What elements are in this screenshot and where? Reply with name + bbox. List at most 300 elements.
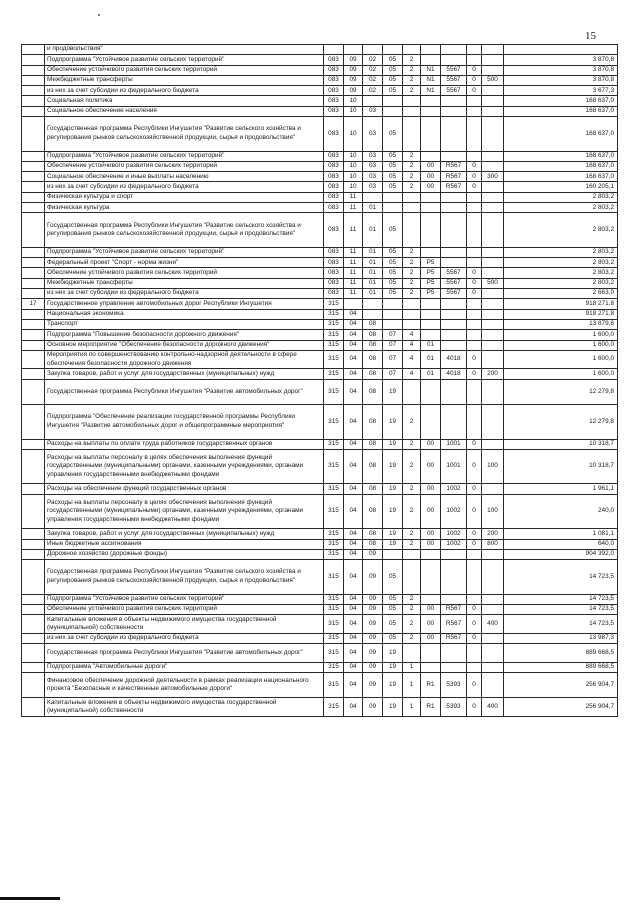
- cell-cs: [467, 258, 482, 268]
- cell-ved: 315: [324, 594, 344, 604]
- cell-vr: [482, 439, 504, 449]
- table-row: [22, 615, 618, 634]
- cell-pr: 08: [363, 405, 383, 440]
- cell-om: [421, 319, 441, 329]
- cell-name: Обеспечение устойчивого развития сельских территорий: [45, 65, 324, 75]
- cell-np: [441, 299, 467, 309]
- cell-pp: 4: [403, 330, 421, 340]
- cell-rz: 04: [344, 662, 363, 672]
- cell-gp: 05: [383, 75, 403, 85]
- cell-gp: 05: [383, 258, 403, 268]
- cell-vr: [482, 213, 504, 248]
- cell-om: P5: [421, 289, 441, 299]
- cell-pr: 08: [363, 529, 383, 539]
- cell-gp: 19: [383, 539, 403, 549]
- cell-rz: 09: [344, 86, 363, 96]
- cell-gp: 19: [383, 529, 403, 539]
- cell-np: [441, 319, 467, 329]
- cell-vr: 400: [482, 615, 504, 634]
- cell-pp: [403, 299, 421, 309]
- cell-np: [441, 644, 467, 663]
- cell-sum: 1 600,0: [504, 330, 618, 340]
- cell-name: из них за счет субсидии из федерального бюджета: [45, 633, 324, 643]
- cell-om: [421, 405, 441, 440]
- cell-sum: 918 271,8: [504, 299, 618, 309]
- cell-np: R567: [441, 615, 467, 634]
- cell-rz: 04: [344, 405, 363, 440]
- cell-idx: [22, 117, 45, 152]
- cell-pr: 08: [363, 369, 383, 379]
- cell-idx: [22, 662, 45, 672]
- cell-om: [421, 662, 441, 672]
- cell-pr: 03: [363, 161, 383, 171]
- cell-cs: [467, 192, 482, 202]
- cell-name: Подпрограмма "Устойчивое развитие сельских территорий": [45, 247, 324, 257]
- cell-sum: 3 870,8: [504, 55, 618, 65]
- cell-ved: 083: [324, 55, 344, 65]
- cell-idx: [22, 350, 45, 369]
- cell-rz: 04: [344, 633, 363, 643]
- cell-sum: 1 600,0: [504, 350, 618, 369]
- cell-vr: [482, 268, 504, 278]
- cell-np: R567: [441, 633, 467, 643]
- table-row: [22, 309, 618, 319]
- cell-pp: 4: [403, 350, 421, 369]
- cell-cs: 0: [467, 289, 482, 299]
- table-row: [22, 379, 618, 405]
- cell-pp: 2: [403, 278, 421, 288]
- cell-rz: 04: [344, 494, 363, 529]
- table-row: [22, 258, 618, 268]
- cell-vr: 300: [482, 172, 504, 182]
- cell-pp: 1: [403, 698, 421, 717]
- cell-vr: [482, 299, 504, 309]
- cell-rz: 04: [344, 539, 363, 549]
- table-row: [22, 604, 618, 614]
- cell-ved: 315: [324, 672, 344, 698]
- cell-name: Государственная программа Республики Ингушетия "Развитие автомобильных дорог": [45, 644, 324, 663]
- table-row: [22, 172, 618, 182]
- cell-name: Закупка товаров, работ и услуг для государственных (муниципальных) нужд: [45, 529, 324, 539]
- cell-name: Межбюджетные трансферты: [45, 75, 324, 85]
- cell-gp: 05: [383, 117, 403, 152]
- cell-rz: 10: [344, 151, 363, 161]
- table-row: [22, 633, 618, 643]
- cell-ved: 083: [324, 161, 344, 171]
- cell-ved: 315: [324, 340, 344, 350]
- cell-pp: [403, 45, 421, 55]
- cell-rz: 10: [344, 161, 363, 171]
- cell-om: 00: [421, 604, 441, 614]
- table-row: [22, 192, 618, 202]
- scan-artifact: [98, 14, 100, 16]
- cell-gp: 05: [383, 615, 403, 634]
- cell-sum: 13 987,3: [504, 633, 618, 643]
- cell-gp: 19: [383, 494, 403, 529]
- table-row: [22, 278, 618, 288]
- cell-gp: [383, 309, 403, 319]
- cell-vr: [482, 330, 504, 340]
- cell-pp: 2: [403, 484, 421, 494]
- cell-ved: 315: [324, 369, 344, 379]
- cell-rz: 11: [344, 289, 363, 299]
- cell-ved: 083: [324, 289, 344, 299]
- cell-pp: 2: [403, 247, 421, 257]
- cell-rz: 04: [344, 560, 363, 595]
- cell-rz: 04: [344, 309, 363, 319]
- cell-gp: 19: [383, 449, 403, 484]
- cell-vr: 800: [482, 539, 504, 549]
- cell-gp: 05: [383, 247, 403, 257]
- table-row: [22, 539, 618, 549]
- cell-cs: 0: [467, 268, 482, 278]
- cell-ved: 315: [324, 662, 344, 672]
- cell-vr: [482, 65, 504, 75]
- table-row: [22, 319, 618, 329]
- cell-pr: 01: [363, 258, 383, 268]
- cell-pp: 2: [403, 289, 421, 299]
- cell-gp: 19: [383, 662, 403, 672]
- cell-name: Подпрограмма "Автомобильные дороги": [45, 662, 324, 672]
- cell-name: Национальная экономика: [45, 309, 324, 319]
- cell-cs: 0: [467, 484, 482, 494]
- cell-vr: [482, 96, 504, 106]
- cell-pp: 2: [403, 615, 421, 634]
- cell-pp: [403, 319, 421, 329]
- cell-pp: [403, 644, 421, 663]
- cell-ved: 315: [324, 330, 344, 340]
- cell-rz: 04: [344, 439, 363, 449]
- cell-rz: 04: [344, 340, 363, 350]
- cell-vr: [482, 405, 504, 440]
- cell-np: 4018: [441, 350, 467, 369]
- cell-pr: 08: [363, 494, 383, 529]
- cell-ved: 083: [324, 213, 344, 248]
- cell-ved: 083: [324, 117, 344, 152]
- cell-pp: 2: [403, 529, 421, 539]
- cell-sum: 14 723,5: [504, 560, 618, 595]
- cell-rz: [344, 299, 363, 309]
- cell-pr: [363, 309, 383, 319]
- cell-sum: 168 637,0: [504, 117, 618, 152]
- table-row: [22, 289, 618, 299]
- cell-om: [421, 330, 441, 340]
- cell-om: [421, 213, 441, 248]
- cell-pr: 03: [363, 182, 383, 192]
- cell-ved: 315: [324, 644, 344, 663]
- cell-pr: 08: [363, 340, 383, 350]
- cell-name: Социальная политика: [45, 96, 324, 106]
- cell-sum: 168 637,0: [504, 161, 618, 171]
- cell-gp: 05: [383, 268, 403, 278]
- cell-pr: 08: [363, 379, 383, 405]
- cell-ved: 315: [324, 633, 344, 643]
- cell-name: Физическая культура: [45, 203, 324, 213]
- cell-pp: 2: [403, 75, 421, 85]
- cell-cs: 0: [467, 604, 482, 614]
- cell-name: и продовольствия": [45, 45, 324, 55]
- cell-idx: [22, 65, 45, 75]
- cell-rz: 04: [344, 594, 363, 604]
- cell-sum: 889 668,5: [504, 662, 618, 672]
- cell-gp: 07: [383, 369, 403, 379]
- cell-rz: 04: [344, 369, 363, 379]
- cell-name: из них за счет субсидии из федерального бюджета: [45, 289, 324, 299]
- cell-np: 1002: [441, 494, 467, 529]
- cell-gp: 19: [383, 484, 403, 494]
- cell-sum: 889 668,5: [504, 644, 618, 663]
- cell-np: [441, 309, 467, 319]
- cell-vr: 200: [482, 529, 504, 539]
- cell-om: [421, 203, 441, 213]
- cell-cs: 0: [467, 449, 482, 484]
- cell-np: 1002: [441, 484, 467, 494]
- table-row: [22, 75, 618, 85]
- cell-pp: [403, 96, 421, 106]
- cell-vr: [482, 203, 504, 213]
- table-row: [22, 340, 618, 350]
- cell-om: N1: [421, 86, 441, 96]
- cell-idx: [22, 549, 45, 559]
- cell-pp: 2: [403, 594, 421, 604]
- cell-pr: 09: [363, 615, 383, 634]
- cell-om: 00: [421, 161, 441, 171]
- cell-name: Основное мероприятие "Обеспечение безопасности дорожного движения": [45, 340, 324, 350]
- cell-vr: [482, 192, 504, 202]
- table-row: [22, 203, 618, 213]
- cell-cs: 0: [467, 161, 482, 171]
- cell-sum: 3 677,3: [504, 86, 618, 96]
- cell-idx: [22, 161, 45, 171]
- scan-edge-line: [0, 897, 60, 900]
- cell-sum: 3 870,8: [504, 75, 618, 85]
- cell-om: [421, 117, 441, 152]
- cell-sum: 2 803,2: [504, 268, 618, 278]
- cell-rz: 04: [344, 529, 363, 539]
- table-row: [22, 484, 618, 494]
- cell-sum: 13 879,8: [504, 319, 618, 329]
- cell-name: Мероприятия по совершенствованию контрольно-надзорной деятельности в сфере обеспечения безопасности дорожного движения: [45, 350, 324, 369]
- cell-sum: 14 723,5: [504, 615, 618, 634]
- cell-rz: 09: [344, 65, 363, 75]
- table-row: [22, 106, 618, 116]
- cell-sum: 256 904,7: [504, 698, 618, 717]
- cell-ved: 315: [324, 405, 344, 440]
- cell-np: 5567: [441, 268, 467, 278]
- cell-np: 1002: [441, 529, 467, 539]
- table-row: [22, 213, 618, 248]
- cell-pr: 09: [363, 549, 383, 559]
- cell-name: Закупка товаров, работ и услуг для государственных (муниципальных) нужд: [45, 369, 324, 379]
- cell-np: [441, 560, 467, 595]
- cell-name: Социальное обеспечение населения: [45, 106, 324, 116]
- cell-np: [441, 45, 467, 55]
- cell-name: Государственная программа Республики Ингушетия "Развитие сельского хозяйства и регулирования рынков сельскохозяйственной продукции, сырья и продовольствия": [45, 117, 324, 152]
- table-row: [22, 644, 618, 663]
- cell-vr: [482, 350, 504, 369]
- cell-sum: 10 318,7: [504, 439, 618, 449]
- cell-name: Подпрограмма "Обеспечение реализации государственной программы Республики Ингушетия "Развитие автомобильных дорог и общепрограммные мероприятия": [45, 405, 324, 440]
- cell-sum: 904 392,0: [504, 549, 618, 559]
- cell-rz: 11: [344, 203, 363, 213]
- cell-name: Дорожное хозяйство (дорожные фонды): [45, 549, 324, 559]
- cell-pr: [363, 299, 383, 309]
- cell-om: 00: [421, 172, 441, 182]
- cell-sum: 2 663,0: [504, 289, 618, 299]
- cell-np: R567: [441, 604, 467, 614]
- cell-sum: 256 904,7: [504, 672, 618, 698]
- cell-gp: 19: [383, 672, 403, 698]
- cell-gp: [383, 319, 403, 329]
- table-row: [22, 494, 618, 529]
- cell-idx: [22, 192, 45, 202]
- cell-cs: [467, 55, 482, 65]
- cell-sum: 10 318,7: [504, 449, 618, 484]
- table-row: [22, 299, 618, 309]
- cell-name: Подпрограмма "Устойчивое развитие сельских территорий": [45, 151, 324, 161]
- cell-idx: [22, 172, 45, 182]
- cell-cs: [467, 309, 482, 319]
- cell-name: из них за счет субсидии из федерального бюджета: [45, 86, 324, 96]
- cell-pr: 08: [363, 319, 383, 329]
- cell-gp: 05: [383, 151, 403, 161]
- cell-om: 01: [421, 350, 441, 369]
- cell-om: P5: [421, 258, 441, 268]
- table-row: [22, 161, 618, 171]
- cell-np: 5567: [441, 75, 467, 85]
- cell-name: Межбюджетные трансферты: [45, 278, 324, 288]
- cell-idx: [22, 615, 45, 634]
- cell-pp: [403, 106, 421, 116]
- cell-pr: 08: [363, 350, 383, 369]
- cell-sum: 1 081,1: [504, 529, 618, 539]
- cell-sum: 1 961,1: [504, 484, 618, 494]
- cell-vr: 500: [482, 75, 504, 85]
- cell-name: Обеспечение устойчивого развития сельских территорий: [45, 161, 324, 171]
- cell-np: [441, 96, 467, 106]
- cell-ved: 083: [324, 75, 344, 85]
- table-row: [22, 247, 618, 257]
- cell-gp: 05: [383, 161, 403, 171]
- table-row: [22, 350, 618, 369]
- cell-cs: [467, 96, 482, 106]
- cell-name: Финансовое обеспечение дорожной деятельности в рамках реализации национального проекта "Безопасные и качественные автомобильные дороги": [45, 672, 324, 698]
- table-row: [22, 549, 618, 559]
- cell-pp: 2: [403, 405, 421, 440]
- cell-np: R567: [441, 182, 467, 192]
- cell-cs: [467, 330, 482, 340]
- cell-rz: 04: [344, 449, 363, 484]
- cell-sum: 168 637,0: [504, 172, 618, 182]
- table-row: [22, 96, 618, 106]
- cell-sum: 1 600,0: [504, 369, 618, 379]
- cell-vr: [482, 106, 504, 116]
- budget-table-body: [22, 45, 618, 717]
- cell-cs: 0: [467, 86, 482, 96]
- cell-om: [421, 379, 441, 405]
- cell-rz: [344, 45, 363, 55]
- cell-pp: 1: [403, 672, 421, 698]
- cell-rz: 09: [344, 55, 363, 65]
- cell-rz: 04: [344, 330, 363, 340]
- cell-pr: 08: [363, 439, 383, 449]
- cell-om: 00: [421, 615, 441, 634]
- cell-cs: 0: [467, 529, 482, 539]
- cell-vr: [482, 247, 504, 257]
- cell-pp: [403, 549, 421, 559]
- cell-ved: 083: [324, 247, 344, 257]
- cell-sum: 160 205,1: [504, 182, 618, 192]
- cell-cs: 0: [467, 633, 482, 643]
- cell-sum: 2 803,2: [504, 258, 618, 268]
- cell-idx: [22, 55, 45, 65]
- cell-rz: 11: [344, 258, 363, 268]
- cell-cs: 0: [467, 65, 482, 75]
- cell-cs: [467, 203, 482, 213]
- cell-vr: [482, 55, 504, 65]
- cell-ved: 315: [324, 615, 344, 634]
- cell-sum: 2 803,2: [504, 203, 618, 213]
- cell-vr: [482, 594, 504, 604]
- cell-om: [421, 96, 441, 106]
- cell-ved: 315: [324, 484, 344, 494]
- cell-pr: 02: [363, 65, 383, 75]
- cell-idx: [22, 278, 45, 288]
- cell-idx: [22, 633, 45, 643]
- cell-pr: 01: [363, 213, 383, 248]
- cell-np: 1001: [441, 449, 467, 484]
- cell-rz: 10: [344, 106, 363, 116]
- cell-name: Физическая культура и спорт: [45, 192, 324, 202]
- cell-cs: 0: [467, 698, 482, 717]
- cell-rz: 04: [344, 379, 363, 405]
- table-row: [22, 369, 618, 379]
- page-number: 15: [585, 30, 596, 42]
- cell-np: 4018: [441, 369, 467, 379]
- cell-cs: 0: [467, 278, 482, 288]
- cell-sum: 640,0: [504, 539, 618, 549]
- cell-gp: 05: [383, 560, 403, 595]
- cell-vr: [482, 644, 504, 663]
- cell-pr: 09: [363, 644, 383, 663]
- cell-sum: 2 803,2: [504, 278, 618, 288]
- cell-idx: [22, 405, 45, 440]
- cell-rz: 10: [344, 182, 363, 192]
- table-row: [22, 529, 618, 539]
- cell-np: [441, 117, 467, 152]
- cell-ved: 083: [324, 151, 344, 161]
- cell-pr: 08: [363, 330, 383, 340]
- cell-cs: 0: [467, 615, 482, 634]
- table-row: [22, 405, 618, 440]
- cell-sum: 12 279,8: [504, 379, 618, 405]
- cell-vr: [482, 484, 504, 494]
- cell-idx: [22, 289, 45, 299]
- cell-idx: [22, 698, 45, 717]
- table-row: [22, 439, 618, 449]
- cell-vr: [482, 182, 504, 192]
- cell-cs: [467, 213, 482, 248]
- cell-vr: [482, 151, 504, 161]
- cell-np: R567: [441, 172, 467, 182]
- cell-gp: 05: [383, 55, 403, 65]
- cell-om: [421, 594, 441, 604]
- cell-gp: 05: [383, 289, 403, 299]
- cell-cs: [467, 117, 482, 152]
- cell-om: [421, 55, 441, 65]
- cell-gp: [383, 192, 403, 202]
- cell-np: 5393: [441, 698, 467, 717]
